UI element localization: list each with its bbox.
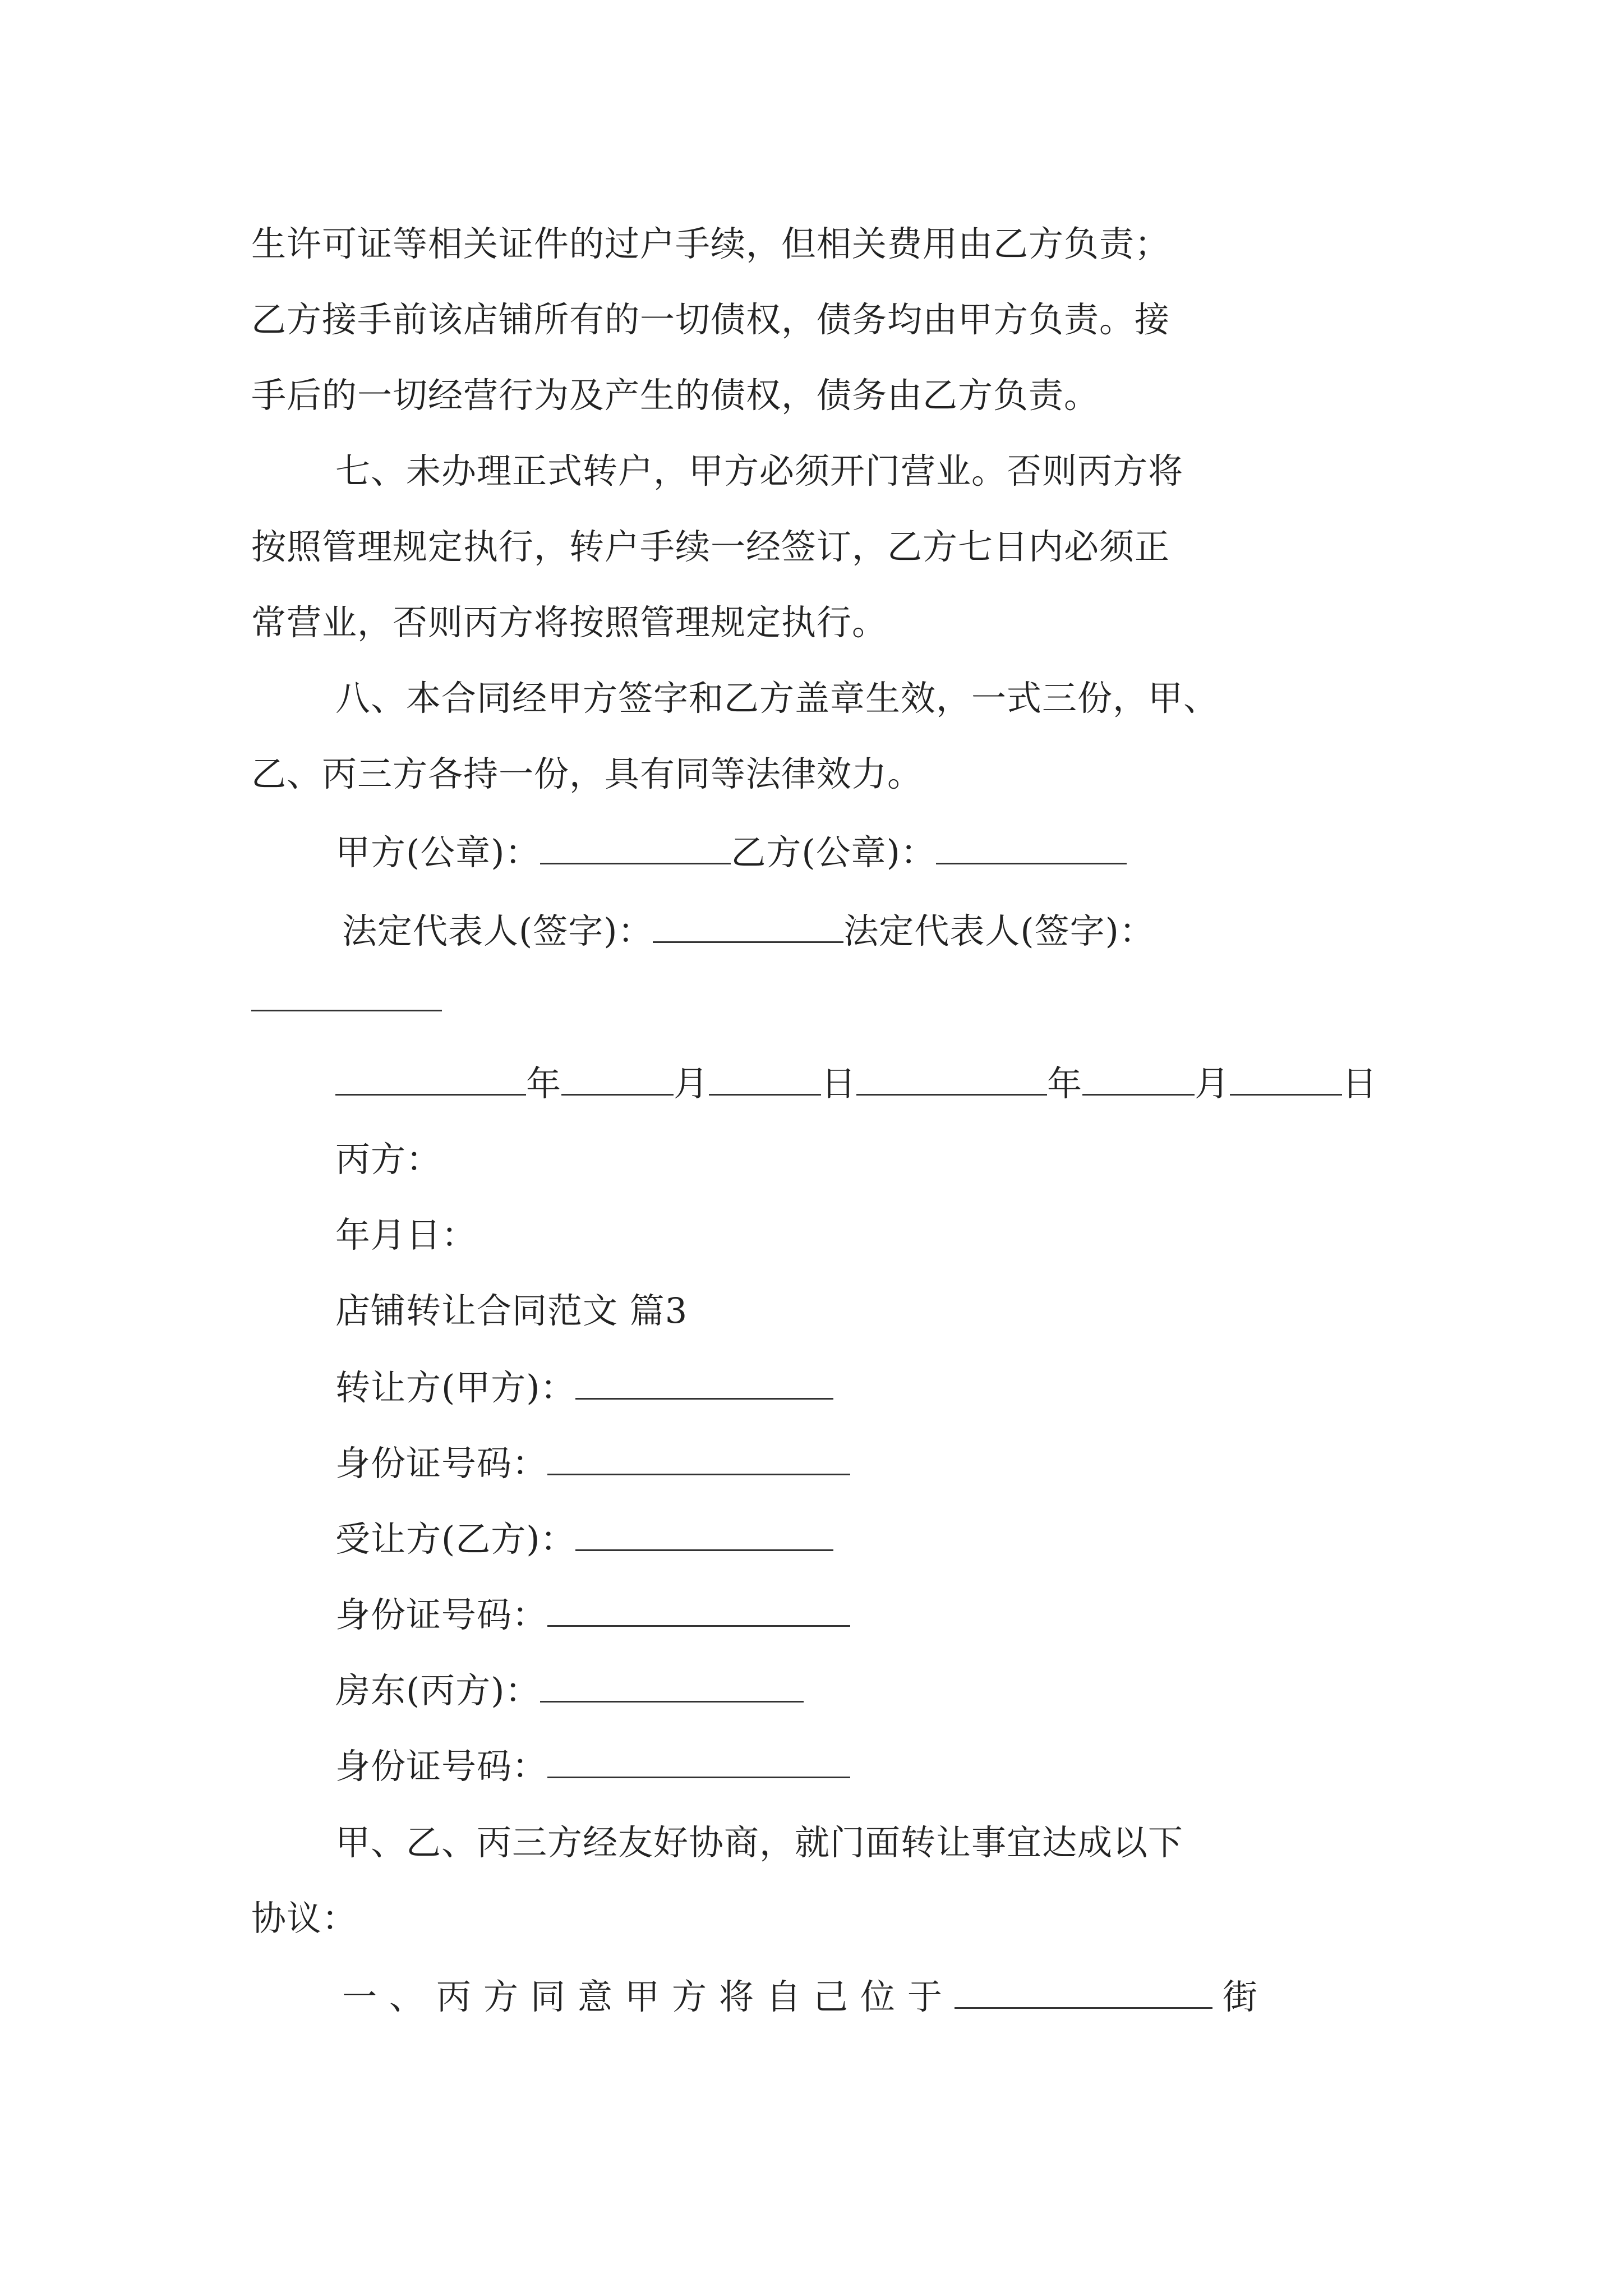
intro-line: 协议：	[251, 1898, 358, 1939]
rep-b-blank	[251, 976, 442, 1011]
rep-b-blank-line	[251, 976, 442, 1022]
paragraph-line: 乙方接手前该店铺所有的一切债权，债务均由甲方负责。接	[251, 299, 1170, 340]
paragraph-line: 生许可证等相关证件的过户手续，但相关费用由乙方负责；	[251, 223, 1170, 264]
party-b-seal-label: 乙方(公章)：	[731, 832, 936, 873]
month-a-label: 月	[674, 1063, 709, 1104]
id-label: 身份证号码：	[335, 1594, 548, 1635]
intro-line: 甲、乙、丙三方经友好协商，就门面转让事宜达成以下	[335, 1822, 1184, 1863]
clause-seven-line: 七、未办理正式转户，甲方必须开门营业。否则丙方将	[335, 450, 1184, 491]
day-b-label: 日	[1342, 1063, 1378, 1104]
transferee-label: 受让方(乙方)：	[335, 1519, 576, 1559]
section-title: 店铺转让合同范文 篇3	[335, 1290, 688, 1331]
day-a-label: 日	[821, 1063, 857, 1104]
transferee-field	[335, 1516, 833, 1562]
paragraph-line: 乙、丙三方各持一份，具有同等法律效力。	[251, 753, 923, 794]
month-b-blank	[1082, 1060, 1195, 1096]
party-a-seal-blank	[540, 829, 731, 864]
paragraph-line: 按照管理规定执行，转户手续一经签订，乙方七日内必须正	[251, 526, 1170, 567]
clause-one-suffix: 街	[1223, 1976, 1258, 2017]
transferee-blank	[575, 1516, 833, 1551]
id-blank	[547, 1591, 850, 1627]
month-a-blank	[561, 1060, 674, 1096]
clause-eight-line: 八、本合同经甲方签字和乙方盖章生效，一式三份，甲、	[335, 678, 1219, 719]
date-label: 年月日：	[335, 1214, 477, 1255]
transferor-label: 转让方(甲方)：	[335, 1367, 576, 1408]
year-a-blank	[335, 1060, 526, 1096]
id-label: 身份证号码：	[335, 1746, 548, 1787]
clause-one-blank	[955, 1973, 1212, 2009]
paragraph-line: 常营业，否则丙方将按照管理规定执行。	[251, 602, 888, 643]
party-c-label: 丙方：	[335, 1139, 442, 1180]
id-blank	[547, 1440, 850, 1475]
landlord-label: 房东(丙方)：	[335, 1670, 541, 1711]
transferor-blank	[575, 1364, 833, 1400]
month-b-label: 月	[1195, 1063, 1230, 1104]
paragraph-line: 手后的一切经营行为及产生的债权，债务由乙方负责。	[251, 375, 1100, 416]
seal-line	[335, 829, 1127, 875]
clause-one-text: 一、丙方同意甲方将自己位于	[342, 1976, 955, 2017]
transferor-field	[335, 1364, 833, 1410]
day-b-blank	[1230, 1060, 1342, 1096]
rep-b-label: 法定代表人(签字)：	[843, 910, 1155, 951]
id-label: 身份证号码：	[335, 1443, 548, 1484]
party-a-seal-label: 甲方(公章)：	[335, 832, 541, 873]
rep-a-label: 法定代表人(签字)：	[342, 910, 653, 951]
date-line	[335, 1060, 1377, 1106]
id-field	[335, 1591, 850, 1637]
landlord-field	[335, 1667, 804, 1713]
year-b-label: 年	[1047, 1063, 1083, 1104]
representative-line	[342, 908, 1155, 954]
rep-a-blank	[653, 908, 843, 943]
day-a-blank	[709, 1060, 821, 1096]
year-a-label: 年	[526, 1063, 562, 1104]
year-b-blank	[856, 1060, 1047, 1096]
landlord-blank	[540, 1667, 804, 1703]
party-b-seal-blank	[936, 829, 1127, 864]
id-field	[335, 1440, 850, 1486]
clause-one-line	[342, 1973, 1258, 2019]
id-field	[335, 1743, 850, 1789]
id-blank	[547, 1743, 850, 1778]
